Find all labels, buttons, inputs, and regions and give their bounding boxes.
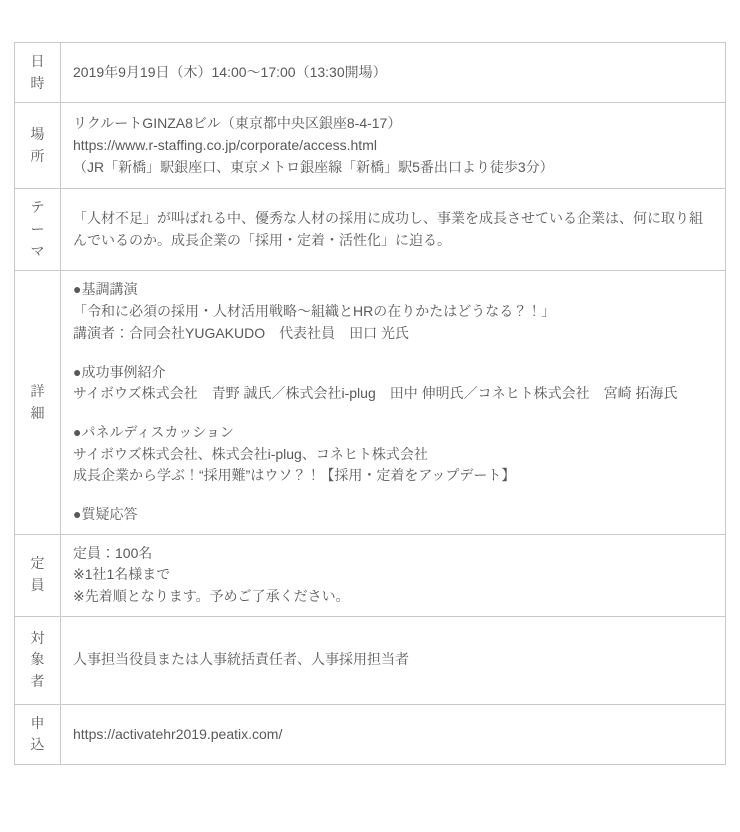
- table-row-datetime: [15, 43, 726, 103]
- table-row-capacity: [15, 534, 726, 616]
- venue-directions: （JR「新橋」駅銀座口、東京メトロ銀座線「新橋」駅5番出口より徒歩3分）: [73, 158, 554, 175]
- row-label-datetime: [15, 43, 61, 103]
- capacity-note-first-come: ※先着順となります。予めご了承ください。: [73, 588, 350, 604]
- qa-heading: ●質疑応答: [73, 505, 138, 522]
- keynote-title: 「令和に必須の採用・人材活用戦略～組織とHRの在りかたはどうなる？！」: [73, 303, 556, 320]
- keynote-section: [73, 279, 713, 344]
- case-studies-heading: ●成功事例紹介: [73, 363, 166, 380]
- row-label-application: [15, 704, 61, 764]
- theme-value: 「人材不足」が叫ばれる中、優秀な人材の採用に成功し、事業を成長させている企業は、何に取り組んでいるのか。成長企業の「採用・定着・活性化」に迫る。: [73, 210, 703, 248]
- table-row-application: [15, 704, 726, 764]
- table-row-theme: [15, 189, 726, 271]
- venue-building: リクルートGINZA8ビル（東京都中央区銀座8-4-17）: [73, 115, 402, 132]
- row-label-theme-text: テーマ: [30, 199, 45, 259]
- row-label-venue: [15, 103, 61, 189]
- application-url: https://activatehr2019.peatix.com/: [73, 725, 283, 742]
- row-label-application-text: 申込: [30, 714, 45, 753]
- details-cell: [61, 271, 726, 534]
- row-label-theme: [15, 189, 61, 271]
- capacity-note-per-company: ※1社1名様まで: [73, 566, 171, 583]
- audience-cell: [61, 616, 726, 704]
- panel-heading: ●パネルディスカッション: [73, 423, 234, 440]
- panel-companies: サイボウズ株式会社、株式会社i-plug、コネヒト株式会社: [73, 445, 428, 462]
- panel-topic: 成長企業から学ぶ！“採用難”はウソ？！【採用・定着をアップデート】: [73, 467, 516, 484]
- theme-cell: [61, 189, 726, 271]
- qa-section: [73, 504, 713, 526]
- datetime-cell: [61, 43, 726, 103]
- capacity-cell: [61, 534, 726, 616]
- case-studies-section: [73, 362, 713, 405]
- row-label-audience-text: 対象者: [30, 629, 45, 690]
- keynote-speaker: 講演者：合同会社YUGAKUDO 代表社員 田口 光氏: [73, 324, 410, 341]
- row-label-datetime-text: 日時: [30, 53, 45, 91]
- capacity-count: 定員：100名: [73, 544, 153, 561]
- audience-value: 人事担当役員または人事統括責任者、人事採用担当者: [73, 651, 409, 668]
- case-studies-speakers: サイボウズ株式会社 青野 誠氏／株式会社i-plug 田中 伸明氏／コネヒト株式会社 宮崎 拓海氏: [73, 385, 678, 402]
- panel-discussion-section: [73, 422, 713, 487]
- row-label-venue-text: 場所: [30, 126, 45, 164]
- table-row-venue: [15, 103, 726, 189]
- table-row-details: [15, 271, 726, 534]
- datetime-value: 2019年9月19日（木）14:00～17:00（13:30開場）: [73, 63, 387, 80]
- row-label-audience: [15, 616, 61, 704]
- row-label-details: [15, 271, 61, 534]
- row-label-details-text: 詳細: [30, 382, 45, 421]
- keynote-heading: ●基調講演: [73, 281, 138, 298]
- application-cell: [61, 704, 726, 764]
- event-info-table: [14, 42, 726, 765]
- row-label-capacity-text: 定員: [30, 555, 45, 594]
- row-label-capacity: [15, 534, 61, 616]
- venue-cell: [61, 103, 726, 189]
- table-row-audience: [15, 616, 726, 704]
- venue-access-url: https://www.r-staffing.co.jp/corporate/access.html: [73, 137, 377, 154]
